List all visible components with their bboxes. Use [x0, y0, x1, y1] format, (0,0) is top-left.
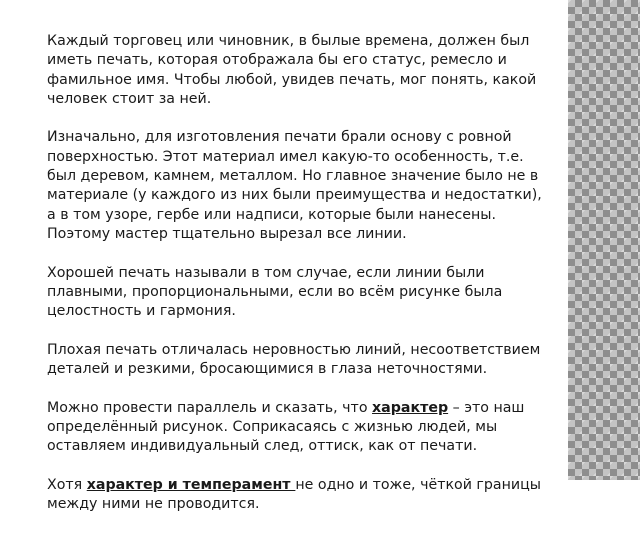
paragraph-seal-material: [47, 128, 547, 244]
keyword-character: характер: [372, 399, 449, 416]
paragraph-text-before: Можно провести параллель и сказать, что: [47, 399, 373, 416]
paragraph-bad-seal: [47, 341, 547, 380]
paragraph-text: Хорошей печать называли в том случае, если линии были плавными, пропорциональными, если во всём рисунке была целостность и гармония.: [47, 264, 503, 320]
paragraph-text: Каждый торговец или чиновник, в былые времена, должен был иметь печать, которая отображала бы его статус, ремесло и фамильное имя. Чтобы любой, увидев печать, мог понять, какой человек стоит за ней.: [47, 33, 537, 107]
paragraph-good-seal: [47, 264, 547, 322]
decorative-side-pattern: [568, 0, 640, 480]
text-body: [47, 32, 547, 534]
paragraph-seal-intro: [47, 32, 547, 109]
keyword-character-temperament: характер и темперамент: [86, 476, 296, 493]
paragraph-text-after: не одно и тоже, чёткой границы между ними не проводится.: [47, 476, 541, 513]
paragraph-text-before: Хотя: [47, 476, 87, 493]
paragraph-text: Плохая печать отличалась неровностью линий, несоответствием деталей и резкими, бросающимися в глаза неточностями.: [47, 341, 541, 378]
paragraph-character-parallel: [47, 399, 547, 457]
paragraph-character-temperament: [47, 476, 547, 515]
paragraph-text-after: – это наш определённый рисунок. Соприкасаясь с жизнью людей, мы оставляем индивидуальный след, оттиск, как от печати.: [47, 399, 525, 455]
paragraph-text: Изначально, для изготовления печати брали основу с ровной поверхностью. Этот материал имел какую-то особенность, т.е. был деревом, камнем, металлом. Но главное значение было не в материале (у каждого из них были преимущества и недостатки), а в том узоре, гербе или надписи, которые были нанесены. Поэтому мастер тщательно вырезал все линии.: [47, 129, 542, 242]
